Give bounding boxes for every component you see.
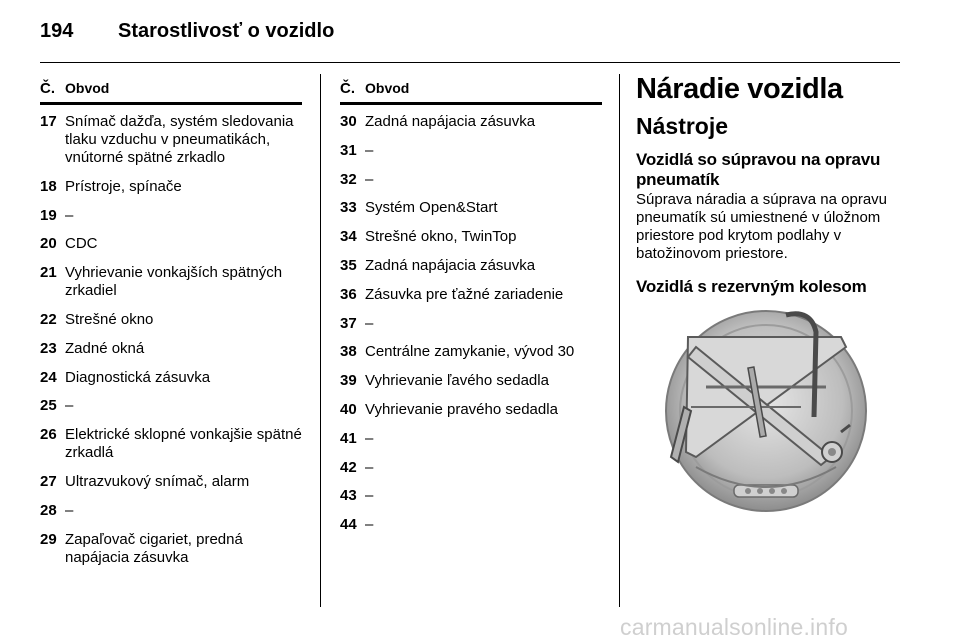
fuse-circuit: Prístroje, spínače — [65, 177, 182, 195]
fuse-circuit: Snímač dažďa, systém sledovania tlaku vzduchu v pneumatikách, vnútorné spätné zrkadlo — [65, 113, 294, 166]
fuse-number: 44 — [340, 516, 357, 534]
table-row — [340, 372, 602, 390]
table-row — [40, 113, 302, 167]
fuse-circuit: Strešné okno — [65, 310, 154, 328]
fuse-circuit: Vyhrievanie pravého sedadla — [365, 400, 558, 418]
watermark: carmanualsonline.info — [620, 614, 848, 640]
fuse-circuit: Diagnostická zásuvka — [65, 368, 211, 386]
fuse-number: 38 — [340, 343, 357, 361]
table-row — [40, 369, 302, 387]
fuse-circuit: Zadná napájacia zásuvka — [365, 113, 536, 130]
table-row — [340, 315, 602, 333]
table-header-rule — [340, 102, 602, 105]
header-rule — [40, 62, 900, 63]
fuse-number: 21 — [40, 264, 57, 282]
tool-kit-illustration — [636, 307, 902, 517]
fuse-number: 34 — [340, 228, 357, 246]
table-row — [340, 487, 602, 505]
fuse-circuit: Zadná napájacia zásuvka — [365, 256, 536, 274]
column-header-circuit: Obvod — [65, 80, 110, 96]
table-row — [40, 426, 302, 462]
table-row — [340, 142, 602, 160]
fuse-circuit: – — [365, 314, 374, 332]
page-header — [40, 20, 334, 48]
table-row — [340, 199, 602, 217]
fuse-number: 39 — [340, 372, 357, 390]
fuse-circuit: Vyhrievanie ľavého sedadla — [365, 372, 549, 390]
fuse-circuit: Systém Open&Start — [365, 199, 498, 217]
fuse-number: 43 — [340, 487, 357, 505]
section-title: Náradie vozidla — [636, 73, 843, 105]
fuse-circuit: Centrálne zamykanie, vývod 30 — [365, 343, 575, 361]
fuse-number: 22 — [40, 310, 57, 328]
fuse-circuit: Zapaľovač cigariet, predná napájacia zásuvka — [65, 530, 243, 566]
paragraph-repair-kit: Súprava náradia a súprava na opravu pneumatík sú umiestnené v úložnom priestore pod krytom podlahy v batožinovom priestore. — [636, 191, 888, 262]
fuse-number: 33 — [340, 199, 357, 217]
table-row — [40, 397, 302, 415]
tool-kit-photo — [636, 307, 902, 517]
fuse-circuit: CDC — [65, 235, 98, 253]
column-header-number: Č. — [340, 80, 355, 97]
column-divider — [619, 74, 620, 607]
fuse-number: 36 — [340, 285, 357, 303]
table-row — [340, 516, 602, 534]
table-row — [40, 340, 302, 358]
table-row — [340, 257, 602, 275]
tools-section — [636, 72, 906, 517]
fuse-number: 27 — [40, 472, 57, 490]
fuse-circuit: – — [65, 206, 74, 224]
fuse-circuit: – — [365, 458, 374, 476]
fuse-number: 40 — [340, 400, 357, 418]
fuse-number: 42 — [340, 458, 357, 476]
table-row — [40, 502, 302, 520]
table-row — [340, 228, 602, 246]
fuse-circuit: Elektrické sklopné vonkajšie spätné zrkadlá — [65, 426, 302, 462]
table-header-rule — [40, 102, 302, 105]
fuse-circuit: Strešné okno, TwinTop — [365, 228, 517, 246]
fuse-number: 41 — [340, 429, 357, 447]
table-row — [40, 178, 302, 196]
fuse-circuit: – — [365, 141, 374, 159]
table-row — [40, 264, 302, 300]
fuse-number: 35 — [340, 256, 357, 274]
heading-spare-wheel: Vozidlá s rezervným kolesom — [636, 277, 867, 296]
fuse-circuit: – — [365, 170, 374, 188]
fuse-circuit: – — [365, 429, 374, 447]
fuse-circuit: Ultrazvukový snímač, alarm — [65, 472, 250, 490]
fuse-number: 28 — [40, 501, 57, 519]
fuse-number: 19 — [40, 206, 57, 224]
table-header — [340, 80, 602, 100]
table-header — [40, 80, 302, 100]
column-header-number: Č. — [40, 80, 55, 97]
fuse-number: 23 — [40, 339, 57, 357]
fuse-circuit: Zásuvka pre ťažné zariadenie — [365, 285, 564, 303]
fuse-number: 18 — [40, 177, 57, 195]
table-row — [340, 171, 602, 189]
fuse-circuit: – — [365, 487, 374, 505]
fuse-number: 37 — [340, 314, 357, 332]
table-row — [40, 311, 302, 329]
table-row — [40, 473, 302, 491]
table-row — [340, 113, 602, 131]
fuse-number: 24 — [40, 368, 57, 386]
column-divider — [320, 74, 321, 607]
table-row — [340, 430, 602, 448]
table-row — [40, 235, 302, 253]
fuse-number: 32 — [340, 170, 357, 188]
table-row — [340, 459, 602, 477]
fuse-circuit: – — [65, 397, 74, 415]
fuse-number: 30 — [340, 113, 357, 130]
fuse-table-right — [340, 80, 602, 545]
table-row — [40, 531, 302, 567]
fuse-number: 29 — [40, 530, 57, 548]
fuse-number: 26 — [40, 426, 57, 444]
fuse-number: 20 — [40, 235, 57, 253]
fuse-number: 25 — [40, 397, 57, 415]
table-row — [340, 286, 602, 304]
fuse-table-left — [40, 80, 302, 577]
table-row — [40, 207, 302, 225]
fuse-circuit: Zadné okná — [65, 339, 145, 357]
heading-repair-kit: Vozidlá so súpravou na opravu pneumatík — [636, 150, 881, 189]
fuse-number: 17 — [40, 113, 57, 130]
fuse-circuit: Vyhrievanie vonkajších spätných zrkadiel — [65, 264, 283, 300]
page-number: 194 — [40, 20, 74, 42]
fuse-circuit: – — [65, 501, 74, 519]
table-row — [340, 401, 602, 419]
fuse-circuit: – — [365, 516, 374, 534]
table-row — [340, 343, 602, 361]
section-subtitle: Nástroje — [636, 113, 729, 139]
fuse-number: 31 — [340, 141, 357, 159]
page-title: Starostlivosť o vozidlo — [118, 20, 335, 42]
column-header-circuit: Obvod — [365, 80, 410, 96]
